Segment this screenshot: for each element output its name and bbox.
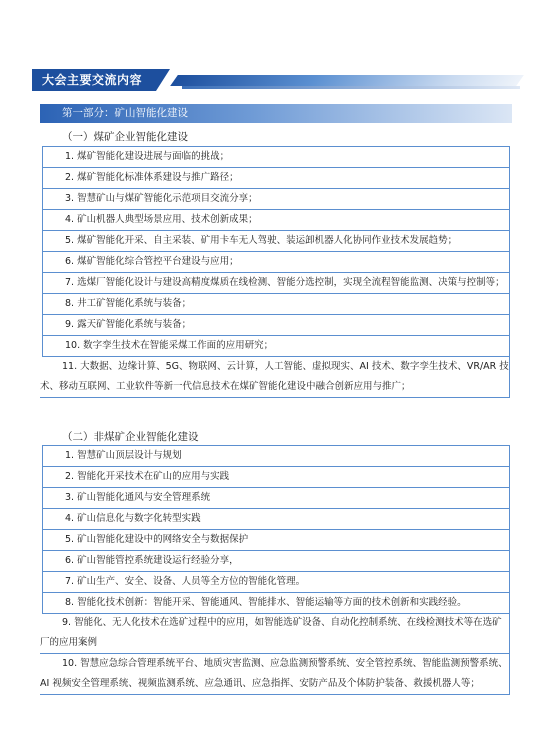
subsection-two-heading: （二）非煤矿企业智能化建设	[62, 431, 199, 443]
subsection-two-table-wide	[40, 613, 510, 695]
table-row: 4. 矿山信息化与数字化转型实践	[42, 509, 510, 530]
table-row: 2. 智能化开采技术在矿山的应用与实践	[42, 467, 510, 488]
table-row: 5. 煤矿智能化开采、自主采装、矿用卡车无人驾驶、装运卸机器人化协同作业技术发展趋势；	[42, 231, 510, 252]
section-title: 大会主要交流内容	[32, 69, 156, 91]
table-row: 10. 数字孪生技术在智能采煤工作面的应用研究；	[42, 336, 510, 357]
table-row: 6. 矿山智能管控系统建设运行经验分享，	[42, 551, 510, 572]
part-one-bar	[40, 104, 512, 123]
table-row: 7. 选煤厂智能化设计与建设高精度煤质在线检测、智能分选控制，实现全流程智能监测、决策与控制等；	[42, 273, 510, 294]
table-row: 11. 大数据、边缘计算、5G、物联网、云计算，人工智能、虚拟现实、AI 技术、数字孪生技术、VR/AR 技术、移动互联网、工业软件等新一代信息技术在煤矿智能化建设中融合创新应用与推广；	[40, 357, 510, 398]
table-row: 2. 煤矿智能化标准体系建设与推广路径；	[42, 168, 510, 189]
table-row: 1. 煤矿智能化建设进展与面临的挑战；	[42, 147, 510, 168]
table-row: 5. 矿山智能化建设中的网络安全与数据保护	[42, 530, 510, 551]
section-decor-stripe	[170, 75, 524, 86]
section-title-tail	[156, 69, 170, 91]
table-row: 9. 露天矿智能化系统与装备；	[42, 315, 510, 336]
table-row: 10. 智慧应急综合管理系统平台、地质灾害监测、应急监测预警系统、安全管控系统、智能监测预警系统、AI 视频安全管理系统、视频监测系统、应急通讯、应急指挥、安防产品及个体防护装备、救援机器人等；	[40, 654, 510, 695]
table-row: 3. 智慧矿山与煤矿智能化示范项目交流分享；	[42, 189, 510, 210]
subsection-two-table	[42, 445, 510, 614]
table-row: 4. 矿山机器人典型场景应用、技术创新成果；	[42, 210, 510, 231]
subsection-one-table-wide	[40, 357, 510, 398]
section-header	[32, 69, 520, 91]
part-one-label: 第一部分：矿山智能化建设	[62, 107, 188, 119]
subsection-one-heading: （一）煤矿企业智能化建设	[62, 131, 188, 143]
table-row: 3. 矿山智能化通风与安全管理系统	[42, 488, 510, 509]
table-row: 1. 智慧矿山顶层设计与规划	[42, 446, 510, 467]
subsection-one-table	[42, 146, 510, 357]
section-decor-underline	[182, 86, 520, 89]
table-row: 8. 智能化技术创新：智能开采、智能通风、智能排水、智能运输等方面的技术创新和实践经验。	[42, 593, 510, 614]
table-row: 8. 井工矿智能化系统与装备；	[42, 294, 510, 315]
table-row: 7. 矿山生产、安全、设备、人员等全方位的智能化管理。	[42, 572, 510, 593]
table-row: 6. 煤矿智能化综合管控平台建设与应用；	[42, 252, 510, 273]
table-row: 9. 智能化、无人化技术在选矿过程中的应用，如智能选矿设备、自动化控制系统、在线检测技术等在选矿厂的应用案例	[40, 613, 510, 654]
